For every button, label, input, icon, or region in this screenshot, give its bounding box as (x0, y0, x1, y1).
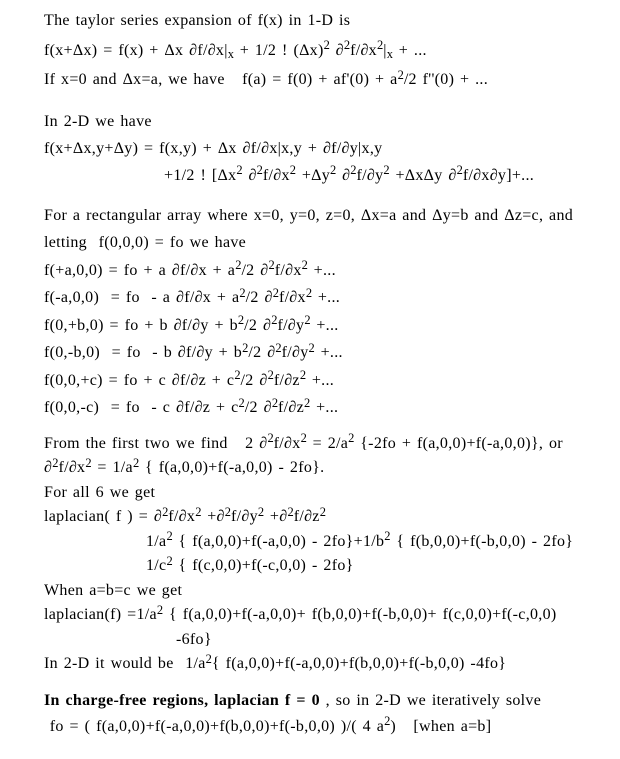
text-line: f(0,0,-c) = fo - c $\partial f/\partial z + c^2/2$ $\partial^2f/\partial z^2$ +... (44, 395, 339, 416)
text-line: When a=b=c we get (44, 581, 183, 599)
text-line: If x=0 and Δx=a, we have $f(a) = f(0) + af'(0) + a^2/2$ f''(0) + ... (44, 67, 489, 88)
text-line: $1/c^2$ { f(c,0,0)+f(-c,0,0) - 2fo} (146, 553, 354, 574)
text-line: f(x+Δx,y+Δy) = f(x,y) + Δx ∂f/∂x|x,y + ∂f/∂y|x,y (44, 139, 383, 157)
text-line: -6fo} (176, 630, 212, 648)
text-line: f(0,-b,0) = fo - b $\partial f/\partial y + b^2/2$ $\partial^2f/\partial y^2$ +... (44, 340, 343, 361)
text-line: For a rectangular array where x=0, y=0, z=0, Δx=a and Δy=b and Δz=c, and (44, 206, 574, 224)
text-line: The taylor series expansion of f(x) in 1-D is (44, 12, 351, 29)
text-line: +1/2 ! [$\Delta x^2$ $\partial^2f/\partial x^2 +\Delta y^2$ $\partial^2f/\partial y^2 +\Delta x\Delta y$ ∂$^2$f/∂x∂y]+... (164, 163, 535, 184)
text-line: f(0,0,+c) = fo + c $\partial f/\partial z + c^2/2$ $\partial^2f/\partial z^2$ +... (44, 368, 335, 389)
text-line: From the first two we find 2 $\partial^2f/\partial x^2 = 2/a^2$ {-2fo + f(a,0,0)+f(-a,0,0)}, or (44, 431, 563, 452)
text-line: laplacian( f ) = $\partial^2f/\partial x^2 +\partial^2f/\partial y^2 +\partial^2f/\partial z^2$ (44, 504, 326, 525)
text-line: letting f(0,0,0) = fo we have (44, 234, 247, 251)
text-line: f(-a,0,0) = fo - a $\partial f/\partial x + a^2/2$ $\partial^2f/\partial x^2$ +... (44, 285, 341, 306)
text-line: In 2-D we have (44, 112, 152, 130)
text-line: In 2-D it would be $1/a^2${ f(a,0,0)+f(-a,0,0)+f(b,0,0)+f(-b,0,0) -4fo} (44, 651, 507, 672)
paragraph-taylor-1d (44, 6, 620, 95)
text-line: For all 6 we get (44, 483, 156, 501)
text-line: f(+a,0,0) = fo + a $\partial f/\partial x + a^2/2$ $\partial^2f/\partial x^2$ +... (44, 258, 336, 279)
paragraph-charge-free-conclusion (44, 688, 620, 740)
text-line: In charge-free regions, laplacian f = 0 , so in 2-D we iteratively solve (44, 691, 542, 709)
paragraph-laplacian-derivation (44, 432, 620, 677)
text-line: f(x+Δx) = f(x) + Δx $\partial f/\partial x|_x + 1/2$ ! $(\Delta x)^2$ $\partial^2f/\partial x^2|_x$ + ... (44, 38, 427, 62)
text-line: f(0,+b,0) = fo + b $\partial f/\partial y + b^2/2$ $\partial^2f/\partial y^2$ +... (44, 313, 339, 334)
paragraph-rectangular-array (44, 202, 620, 422)
text-line: $1/a^2$ { $f(a,0,0)+f(-a,0,0) - 2fo\}+1/b^2$ { f(b,0,0)+f(-b,0,0) - 2fo} (146, 529, 574, 550)
text-line: laplacian(f) $=1/a^2$ { f(a,0,0)+f(-a,0,0)+ f(b,0,0)+f(-b,0,0)+ f(c,0,0)+f(-c,0,0) (44, 602, 557, 623)
text-line: fo = ( f(a,0,0)+f(-a,0,0)+f(b,0,0)+f(-b,0,0) )/( 4 $a^2$) [when a=b] (44, 714, 492, 735)
text-line: $\partial^2f/\partial x^2 = 1/a^2$ { f(a,0,0)+f(-a,0,0) - 2fo}. (44, 455, 325, 476)
paragraph-taylor-2d (44, 108, 620, 189)
